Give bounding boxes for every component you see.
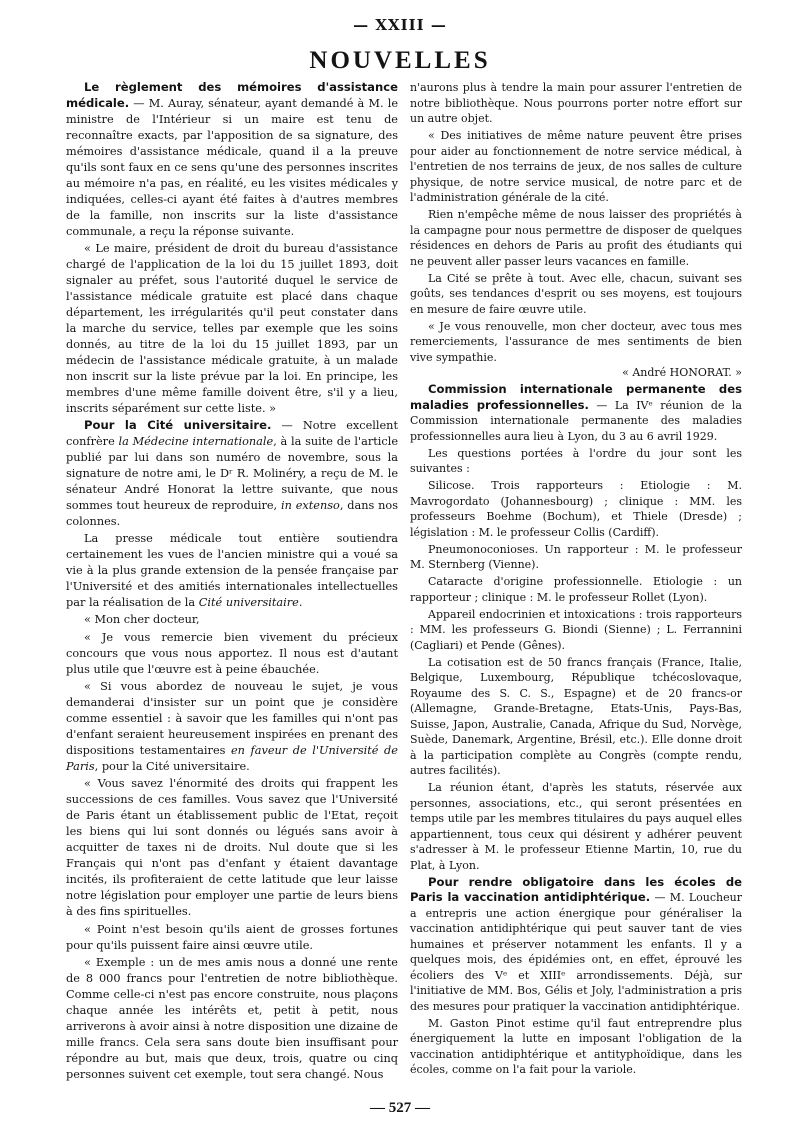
letter-paragraph-3: « Vous savez l'énormité des droits qui frappent les successions de ces familles. Vous savez que l'Université de Paris étant un établissement public de l'Etat, reçoit les biens qui lui sont donnés ou légués sans avoir à acquitter de taxes ni de droits. Nul doute que si les Français qui n'ont pas d'enfant y étaient davantage incités, ils profiteraient de cette latitude que leur laisse notre législation pour employer une partie de leurs biens à des fins spirituelles. bbox=[66, 777, 398, 919]
letter-paragraph-5: « Exemple : un de mes amis nous a donné une rente de 8 000 francs pour l'entretien de notre bibliothèque. Comme celle-ci n'est pas encore construite, nous plaçons chaque année les intérêts et, petit à petit, nous arriverons à avoir ainsi à notre disposition une dizaine de mille francs. Cela sera sans doute bien insuffisant pour répondre au but, mais que deux, trois, quatre ou cinq personnes suivent cet exemple, tout sera changé. Nous bbox=[66, 955, 398, 1081]
journal-title: la Médecine internationale bbox=[118, 434, 274, 448]
vaccination-text: — M. Loucheur a entrepris une action énergique pour généraliser la vaccination antidiphtérique qui peut sauver tant de vies humaines et préserver notamment les enfants. Il y a quelques mois, des épidémies ont, en effet, éprouvé les écoliers des Vᵉ et XIIIᵉ arrondissements. Déjà, sur l'initiative de MM. Bos, Gélis et Joly, l'administration a pris des mesures pour pratiquer la vaccination antidiphtérique. bbox=[410, 891, 742, 1013]
running-head: — XXIII — bbox=[353, 16, 447, 34]
reglement-heading: Le règlement des mémoires d'assistance médicale. bbox=[66, 80, 398, 110]
en-faveur-italic: en faveur de l'Université de Paris bbox=[66, 744, 398, 774]
reglement-paragraph bbox=[66, 80, 398, 240]
commission-heading: Commission internationale permanente des maladies professionnelles. bbox=[410, 382, 742, 412]
left-column bbox=[66, 80, 398, 1084]
letter-paragraph-4: « Point n'est besoin qu'ils aient de grosses fortunes pour qu'ils puissent faire ainsi œuvre utile. bbox=[66, 922, 398, 952]
reglement-response: « Le maire, président de droit du bureau d'assistance chargé de l'application de la loi du 15 juillet 1893, doit signaler au préfet, sous l'autorité duquel le service de l'assistance médicale gratuite est placé dans chaque département, les irrégularités qu'il peut constater dans la marche du service, telles par exemple que les soins donnés, au titre de la loi du 15 juillet 1893, par un médecin de l'assistance médicale gratuite, à un malade non inscrit sur la liste prévue par la loi. En principe, les membres d'une même famille doivent être, s'il y a lieu, inscrits séparément sur cette liste. » bbox=[66, 242, 398, 415]
cite-text-a: — Notre excellent confrère bbox=[66, 419, 399, 448]
letter-text-b: , pour la Cité universitaire. bbox=[94, 760, 250, 774]
vaccination-pinot: M. Gaston Pinot estime qu'il faut entreprendre plus énergiquement la lutte en imposant l'obligation de la vaccination antidiphtérique et antityphoïdique, dans les écoles, comme on l'a fait pour la variole. bbox=[410, 1016, 742, 1076]
in-extenso: in extenso bbox=[280, 498, 340, 512]
cite-universitaire-italic: Cité universitaire bbox=[198, 596, 299, 609]
letter-paragraph-7: Rien n'empêche même de nous laisser des propriétés à la campagne pour nous permettre de disposer de quelques résidences en dehors de Paris au profit des étudiants qui ne peuvent aller passer leurs vacances en famille. bbox=[410, 208, 742, 268]
commission-endocrinien: Appareil endocrinien et intoxications : trois rapporteurs : MM. les professeurs G. Biondi (Sienne) ; L. Ferrannini (Cagliari) et Pende (Gênes). bbox=[410, 607, 742, 652]
letter-closing bbox=[410, 319, 742, 381]
cite-heading: Pour la Cité universitaire. bbox=[84, 418, 272, 433]
letter-paragraph-1: « Je vous remercie bien vivement du précieux concours que vous nous apportez. Il nous est d'autant plus utile que l'œuvre est à peine ébauchée. bbox=[66, 630, 398, 676]
letter-text-a: « Si vous abordez de nouveau le sujet, je vous demanderai d'insister sur un point que je considère comme essentiel : à savoir que les familles qui n'ont pas d'enfant seraient heureusement inspirées en prenant des dispositions testamentaires bbox=[66, 680, 398, 758]
commission-reunion: La réunion étant, d'après les statuts, réservée aux personnes, associations, etc., qui seront présentées en temps utile par les membres titulaires du pays auquel elles appartiennent, tous ceux qui désirent y adhérer peuvent s'adresser à M. le professeur Etienne Martin, 10, rue du Plat, à Lyon. bbox=[410, 781, 742, 872]
commission-questions: Les questions portées à l'ordre du jour sont les suivantes : bbox=[410, 446, 742, 475]
commission-silicose: Silicose. Trois rapporteurs : Etiologie : M. Mavrogordato (Johannesbourg) ; clinique : MM. les professeurs Boehme (Bochum), et Thiele (Dresde) ; législation : M. le professeur Collis (Cardiff). bbox=[410, 479, 742, 539]
cite-text-c: , dans nos colonnes. bbox=[66, 498, 399, 528]
presse-text-a: La presse médicale tout entière soutiendra certainement les vues de l'ancien ministre qui a voué sa vie à la plus grande extension de la pensée française par l'Université et des amitiés internationales intellectuelles par la réalisation de la bbox=[66, 532, 398, 609]
commission-paragraph bbox=[410, 382, 742, 444]
commission-text: — La IVᵉ réunion de la Commission internationale permanente des maladies professionnelles aura lieu à Lyon, du 3 au 6 avril 1929. bbox=[410, 398, 742, 443]
commission-cotisation: La cotisation est de 50 francs français (France, Italie, Belgique, Luxembourg, République tchécoslovaque, Royaume des S. C. S., Espagne) et de 20 francs-or (Allemagne, Grande-Bretagne, Etats-Unis, Pays-Bas, Suisse, Japon, Australie, Canada, Afrique du Sud, Norvège, Suède, Danemark, Argentine, Brésil, etc.). Elle donne droit à la participation complète au Congrès (compte rendu, autres facilités). bbox=[410, 655, 742, 777]
section-title: NOUVELLES bbox=[309, 47, 491, 74]
cite-paragraph bbox=[66, 418, 398, 530]
letter-paragraph-2 bbox=[66, 679, 398, 775]
letter-closing-text: « Je vous renouvelle, mon cher docteur, avec tous mes remerciements, l'assurance de mes sentiments de bien vive sympathie. bbox=[410, 319, 742, 364]
letter-continuation: n'aurons plus à tendre la main pour assurer l'entretien de notre bibliothèque. Nous pourrons porter notre effort sur un autre objet. bbox=[410, 81, 742, 125]
commission-pneumonoconioses: Pneumonoconioses. Un rapporteur : M. le professeur M. Sternberg (Vienne). bbox=[410, 542, 742, 571]
page-number: — 527 — bbox=[370, 1100, 430, 1116]
presse-paragraph bbox=[66, 531, 398, 611]
letter-paragraph-8: La Cité se prête à tout. Avec elle, chacun, suivant ses goûts, ses tendances d'esprit ou ses moyens, est toujours en mesure de faire œuvre utile. bbox=[410, 271, 742, 316]
reglement-text: — M. Auray, sénateur, ayant demandé à M. le ministre de l'Intérieur si un maire est tenu de reconnaître exacts, par l'apposition de sa signature, des mémoires d'assistance médicale, quand il a la preuve qu'ils sont faux en ce sens qu'une des personnes inscrites au mémoire n'a pas, en réalité, eu les visites médicales y indiquées, celles-ci ayant été faites à d'autres membres de la famille, non inscrits sur la liste d'assistance communale, a reçu la réponse suivante. bbox=[66, 96, 399, 238]
vaccination-paragraph bbox=[410, 875, 742, 1015]
letter-signature: « André HONORAT. » bbox=[622, 366, 742, 379]
commission-cataracte: Cataracte d'origine professionnelle. Etiologie : un rapporteur ; clinique : M. le professeur Rollet (Lyon). bbox=[410, 575, 742, 604]
letter-salutation: « Mon cher docteur, bbox=[84, 613, 200, 627]
vaccination-heading: Pour rendre obligatoire dans les écoles de Paris la vaccination antidiphtérique. bbox=[410, 874, 742, 904]
presse-text-b: . bbox=[298, 596, 303, 609]
cite-text-b: , à la suite de l'article publié par lui dans son numéro de novembre, sous la signature de notre ami, le Dʳ R. Molinéry, a reçu de M. le sénateur André Honorat la lettre suivante, que nous sommes tout heureux de reproduire, bbox=[66, 434, 398, 512]
letter-paragraph-6: « Des initiatives de même nature peuvent être prises pour aider au fonctionnement de notre service médical, à l'entretien de nos terrains de jeux, de nos salles de culture physique, de notre service musical, de notre parc et de l'administration générale de la cité. bbox=[410, 129, 742, 204]
right-column bbox=[410, 80, 742, 1079]
